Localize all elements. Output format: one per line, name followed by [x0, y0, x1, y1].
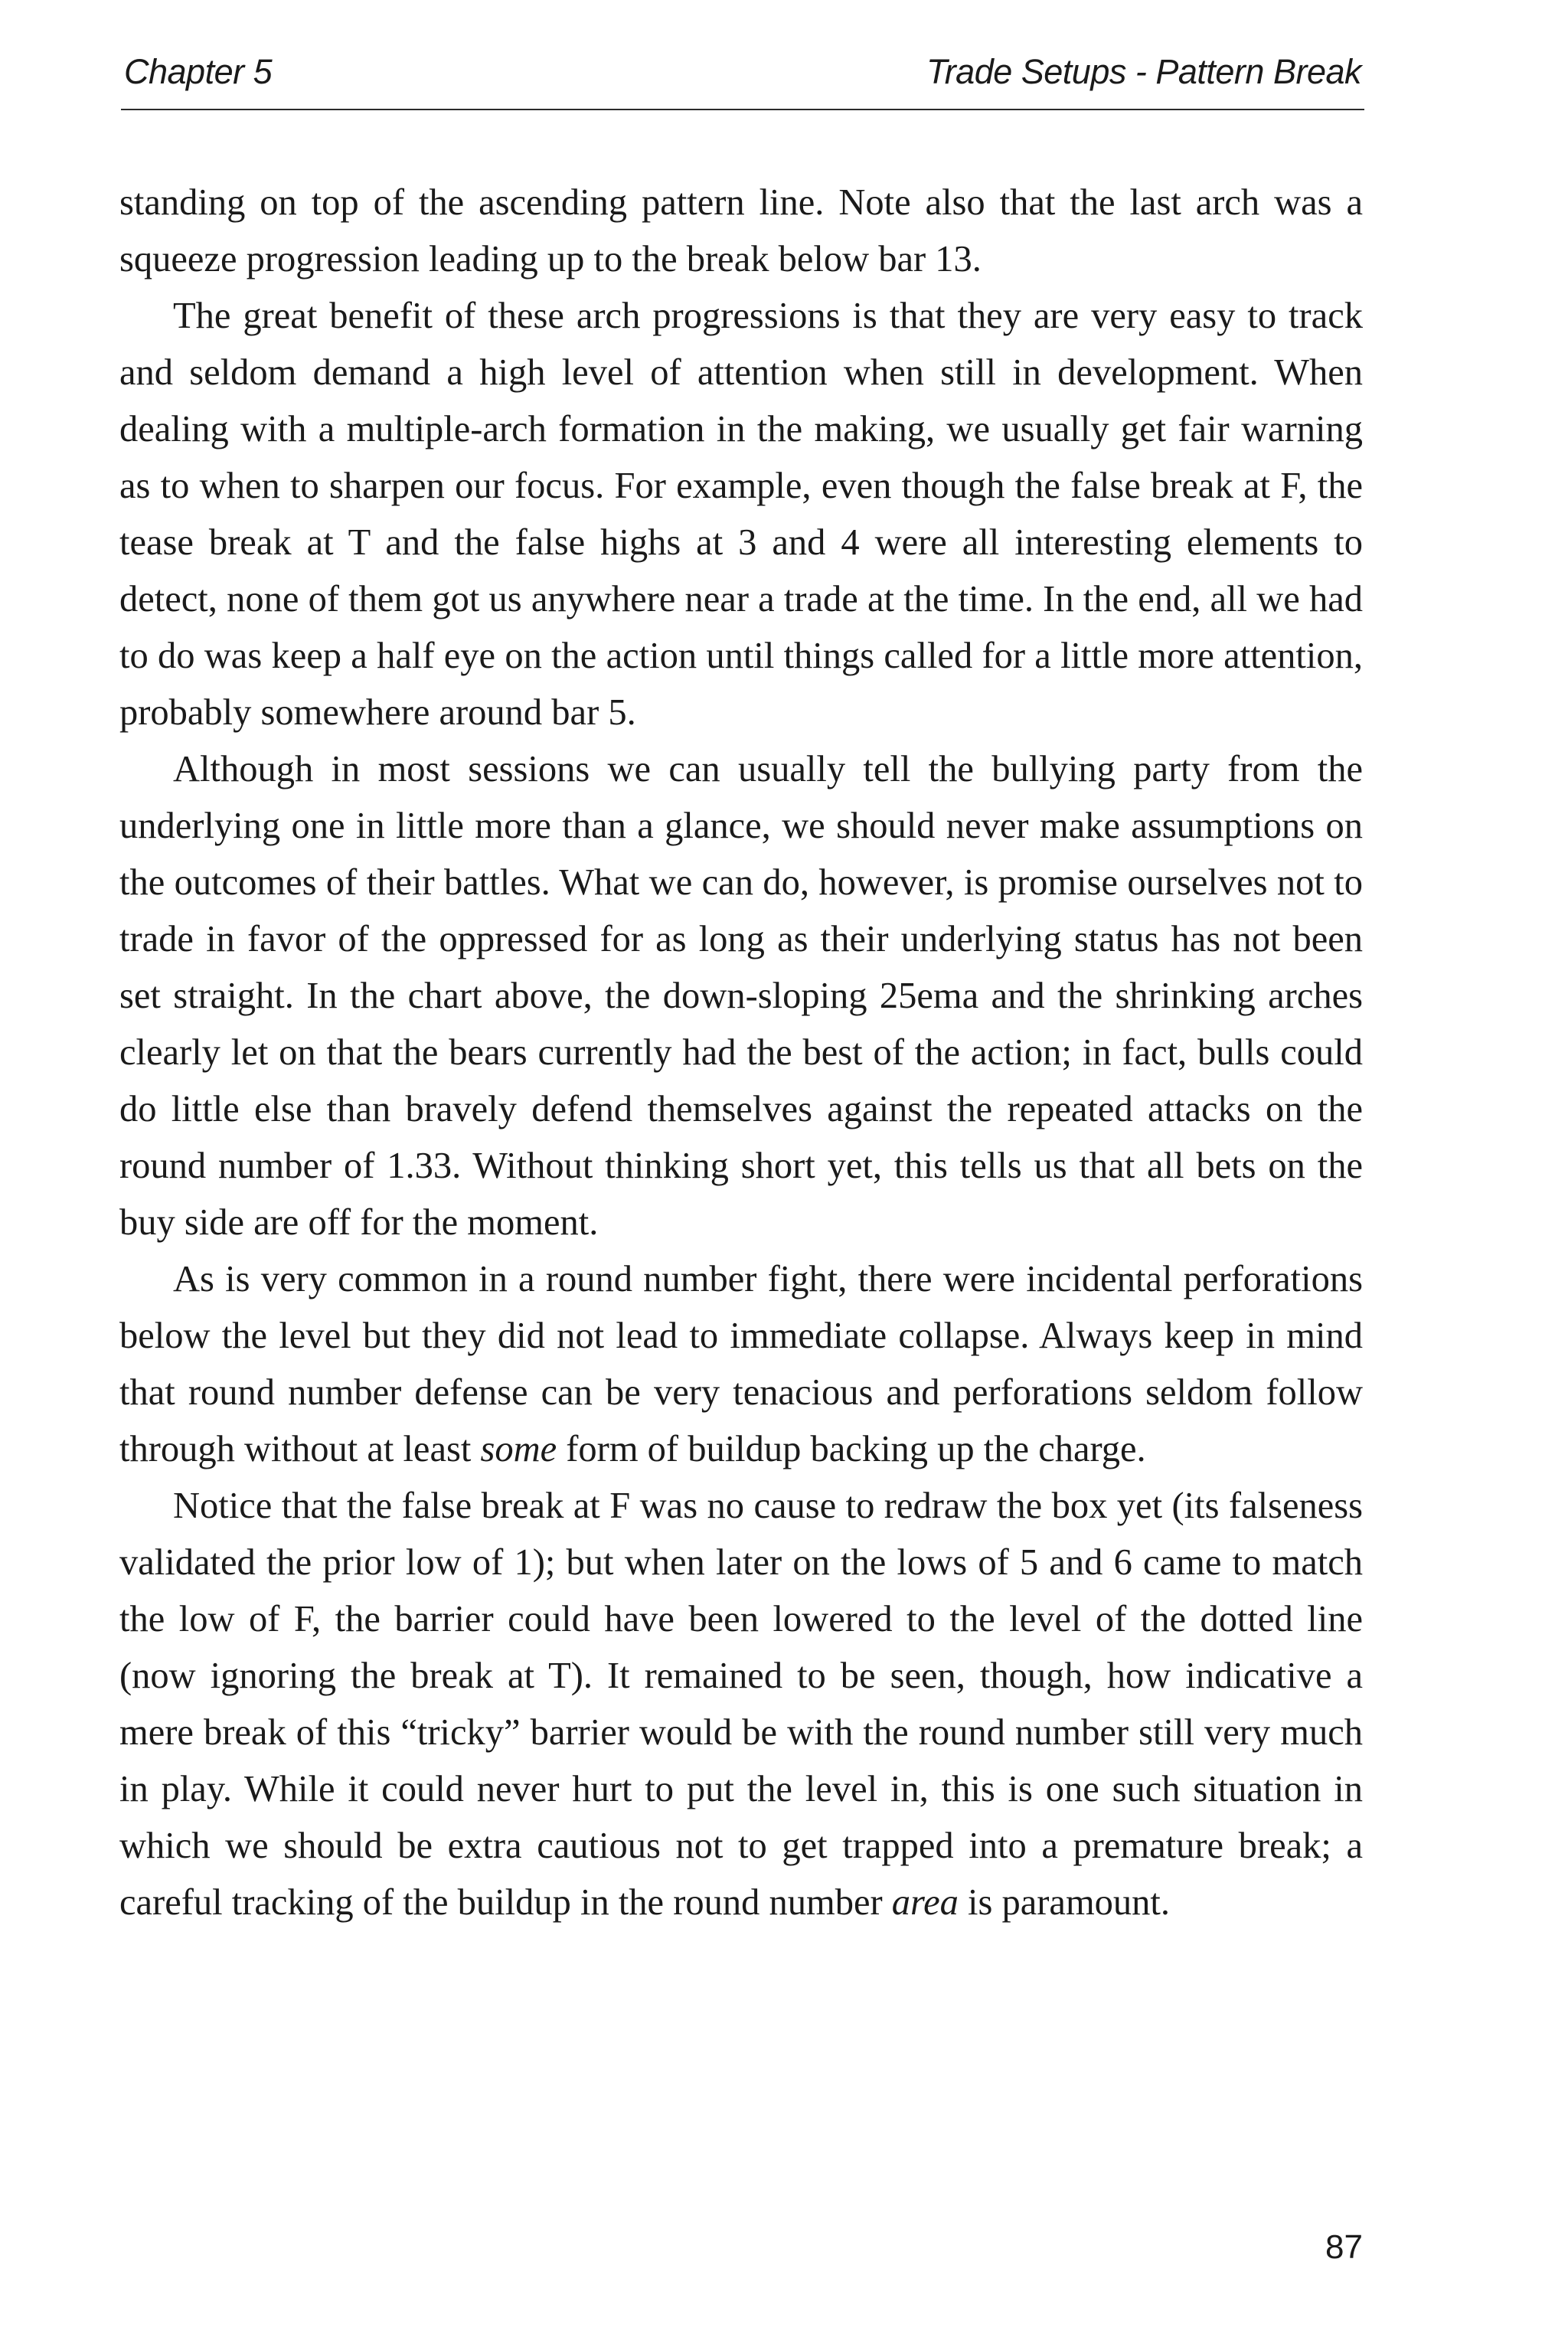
running-header	[121, 47, 1364, 110]
paragraph	[119, 741, 1363, 1251]
paragraph-text: The great benefit of these arch progressions is that they are very easy to track and seldom demand a high level of attention when still in development. When dealing with a multiple-arch formation in the making, we usually get fair warning as to when to sharpen our focus. For example, even though the false break at F, the tease break at T and the false highs at 3 and 4 were all interesting elements to detect, none of them got us anywhere near a trade at the time. In the end, all we had to do was keep a half eye on the action until things called for a little more attention, probably somewhere around bar 5.	[119, 296, 1363, 733]
page-number: 87	[1325, 2228, 1363, 2266]
paragraph-text: As is very common in a round number fight, there were incidental perforations below the level but they did not lead to immediate collapse. Always keep in mind that round number defense can be very tenacious and perforations seldom follow through without at least	[119, 1259, 1363, 1469]
paragraph	[119, 1251, 1363, 1478]
body-text	[119, 175, 1363, 1931]
emphasis-text: some	[480, 1429, 557, 1469]
paragraph	[119, 288, 1363, 741]
chapter-label: Chapter 5	[124, 52, 273, 91]
paragraph-text: Notice that the false break at F was no cause to redraw the box yet (its falseness validated the prior low of 1); but when later on the lows of 5 and 6 came to match the low of F, the barrier could have been lowered to the level of the dotted line (now ignoring the break at T). It remained to be seen, though, how indicative a mere break of this “tricky” barrier would be with the round number still very much in play. While it could never hurt to put the level in, this is one such situation in which we should be extra cautious not to get trapped into a premature break; a careful tracking of the buildup in the round number	[119, 1486, 1363, 1923]
paragraph-text: standing on top of the ascending pattern line. Note also that the last arch was a squeeze progression leading up to the break below bar 13.	[119, 182, 1363, 279]
section-title: Trade Setups - Pattern Break	[926, 52, 1361, 91]
paragraph-text: is paramount.	[958, 1882, 1171, 1923]
paragraph-text: Although in most sessions we can usually tell the bullying party from the underlying one in little more than a glance, we should never make assumptions on the outcomes of their battles. What we can do, however, is promise ourselves not to trade in favor of the oppressed for as long as their underlying status has not been set straight. In the chart above, the down-sloping 25ema and the shrinking arches clearly let on that the bears currently had the best of the action; in fact, bulls could do little else than bravely defend themselves against the repeated attacks on the round number of 1.33. Without thinking short yet, this tells us that all bets on the buy side are off for the moment.	[119, 749, 1363, 1243]
paragraph-text: form of buildup backing up the charge.	[557, 1429, 1146, 1469]
paragraph	[119, 1478, 1363, 1931]
emphasis-text: area	[891, 1882, 959, 1923]
paragraph	[119, 175, 1363, 288]
